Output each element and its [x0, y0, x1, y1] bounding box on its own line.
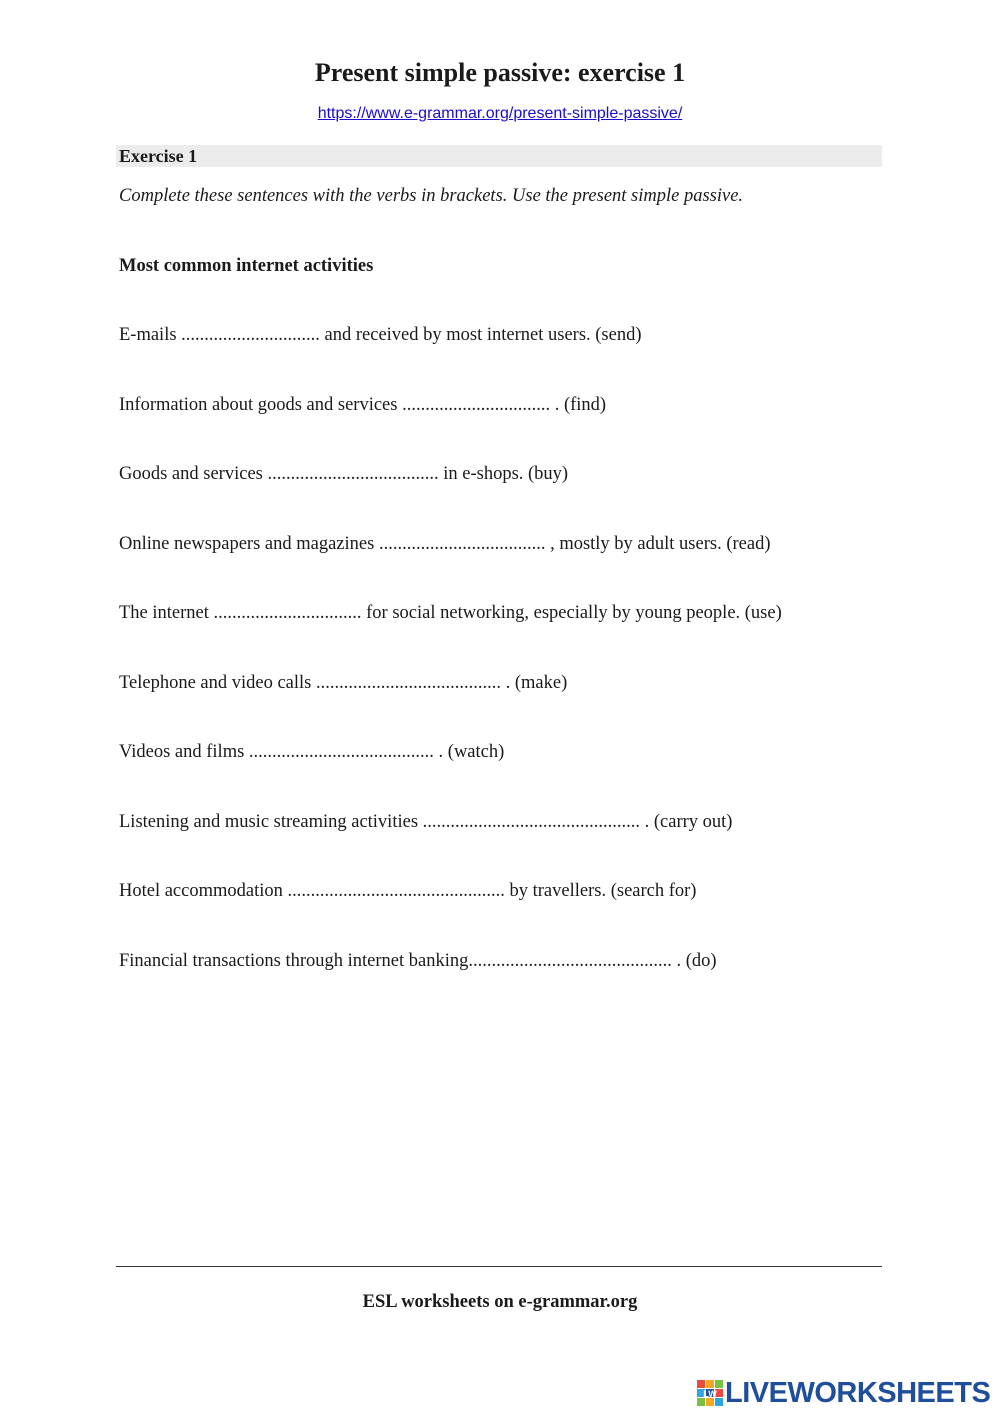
sentence-7: Videos and films ........................................ . (watch): [119, 742, 505, 762]
sentence-6: Telephone and video calls ........................................ . (make): [119, 673, 568, 693]
exercise-label: Exercise 1: [116, 145, 882, 167]
footer-text: ESL worksheets on e-grammar.org: [362, 1292, 638, 1312]
sentence-10: Financial transactions through internet banking............................................ . (do): [119, 951, 717, 971]
sentence-4: Online newspapers and magazines .................................... , mostly by adult users. (read): [119, 534, 771, 554]
brand-name: LIVEWORKSHEETS: [725, 1376, 991, 1409]
sentence-1: E-mails .............................. and received by most internet users. (send): [119, 325, 642, 345]
section-heading: Most common internet activities: [119, 256, 374, 276]
sentence-9: Hotel accommodation ............................................... by travellers. (search for): [119, 881, 697, 901]
sentence-2: Information about goods and services ................................ . (find): [119, 395, 607, 415]
instructions: Complete these sentences with the verbs in brackets. Use the present simple passive.: [119, 186, 744, 206]
liveworksheets-brand[interactable]: [697, 1378, 990, 1408]
liveworksheets-logo-icon: [697, 1380, 723, 1406]
logo-letters: LW: [703, 1389, 717, 1399]
sentence-3: Goods and services ..................................... in e-shops. (buy): [119, 464, 569, 484]
source-link[interactable]: https://www.e-grammar.org/present-simple-passive/: [317, 105, 683, 122]
footer-divider: [116, 1266, 882, 1267]
page-title: Present simple passive: exercise 1: [314, 58, 686, 87]
sentence-8: Listening and music streaming activities ............................................... . (carry out): [119, 812, 733, 832]
sentence-5: The internet ................................ for social networking, especially by young people. (use): [119, 603, 782, 623]
